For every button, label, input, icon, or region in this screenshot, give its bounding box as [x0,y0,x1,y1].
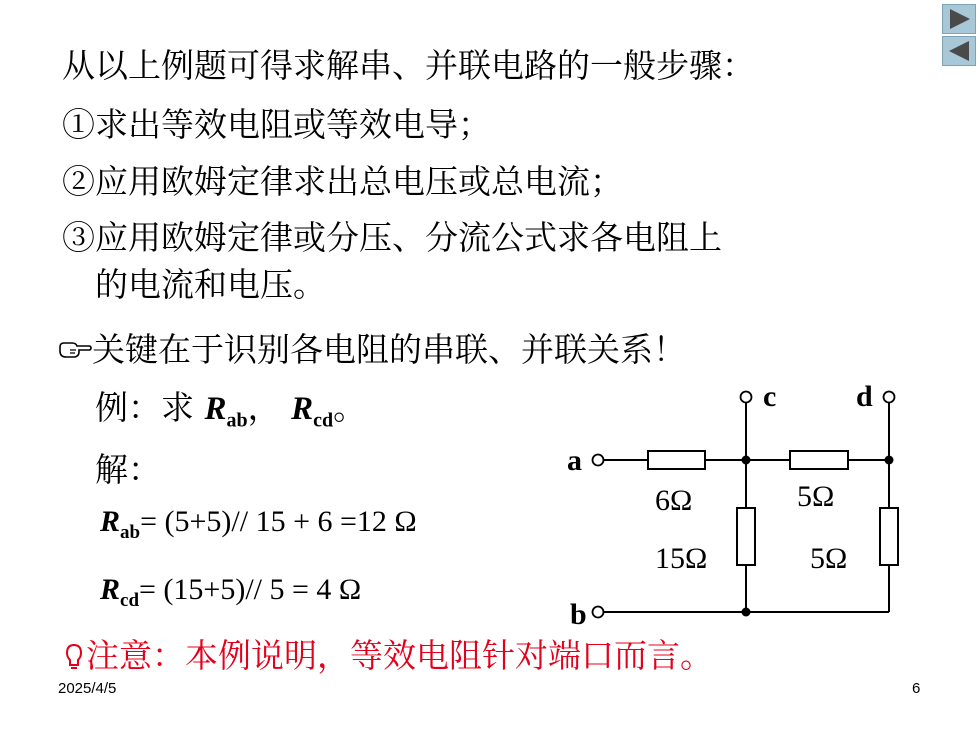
solution-label: 解： [95,450,161,489]
footer-date: 2025/4/5 [58,680,117,697]
node-label-d: d [856,380,873,413]
example-prefix: 例：求 [95,388,194,427]
terminal-b [593,607,604,618]
next-slide-button[interactable] [942,4,976,34]
intro-line: 从以上例题可得求解串、并联电路的一般步骤： [62,46,755,85]
formula-ab-rhs: = (5+5)// 15 + 6 =12 Ω [140,505,417,538]
pointing-hand-icon [58,337,92,363]
junction-dot [742,456,751,465]
resistor-5-vertical [880,508,898,565]
subscript-cd: cd [313,409,334,432]
terminal-c [741,392,752,403]
note-text: 注意：本例说明，等效电阻针对端口而言。 [86,636,713,675]
terminal-d [884,392,895,403]
caution-bulb-icon [62,642,86,670]
resistor-15 [737,508,755,565]
formula-rab [100,505,417,544]
subscript-ab: ab [226,409,248,432]
formula-cd-symbol: R [100,573,121,606]
junction-dot [742,608,751,617]
play-left-icon [943,37,975,65]
resistor-6 [648,451,705,469]
label-5-ohm-right: 5Ω [810,542,848,575]
formula-rcd [100,573,361,612]
example-separator: ， [247,388,281,427]
step-3-continued: 的电流和电压。 [95,265,326,304]
node-label-c: c [763,380,777,413]
example-line [95,388,366,441]
prev-slide-button[interactable] [942,36,976,66]
r-symbol-ab: R [204,391,227,427]
junction-dot [885,456,894,465]
step-2: ②应用欧姆定律求出总电压或总电流； [62,162,623,201]
play-right-icon [943,5,975,33]
note-line [62,636,713,676]
node-label-b: b [570,598,587,631]
key-point [58,330,686,370]
label-5-ohm-top: 5Ω [797,480,835,513]
step-1: ①求出等效电阻或等效电导； [62,105,491,144]
example-end: 。 [333,388,367,427]
resistor-5-horizontal [790,451,848,469]
formula-ab-symbol: R [100,505,121,538]
step-3: ③应用欧姆定律或分压、分流公式求各电阻上 [62,218,722,257]
label-15-ohm: 15Ω [655,542,708,575]
key-point-text: 关键在于识别各电阻的串联、并联关系！ [92,330,686,369]
terminal-a [593,455,604,466]
formula-ab-sub: ab [120,522,141,543]
formula-cd-sub: cd [120,590,140,611]
r-symbol-cd: R [291,391,314,427]
node-label-a: a [567,444,582,477]
page-number: 6 [912,680,921,697]
formula-cd-rhs: = (15+5)// 5 = 4 Ω [139,573,362,606]
label-6-ohm: 6Ω [655,484,693,517]
